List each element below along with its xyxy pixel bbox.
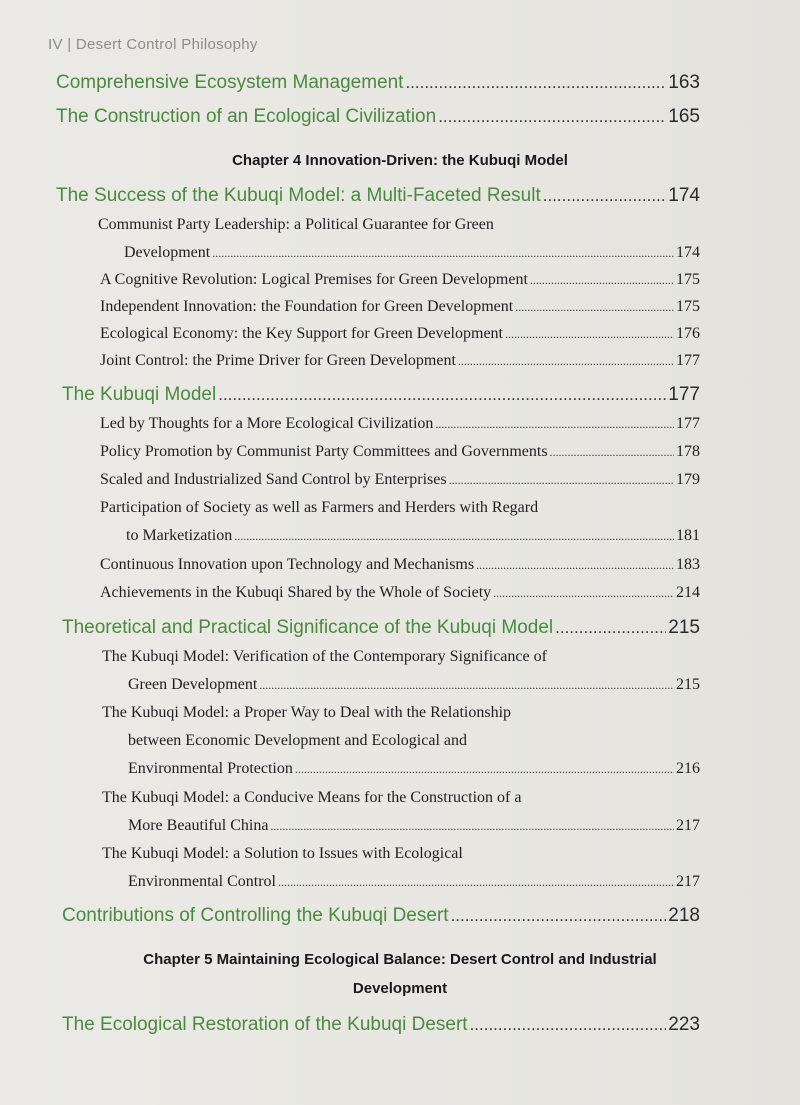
toc-entry [124,244,700,262]
toc-entry-title: A Cognitive Revolution: Logical Premises for Green Development [100,271,528,288]
toc-entry [100,298,700,316]
toc-entry-title: Achievements in the Kubuqi Shared by the Whole of Society [100,584,492,601]
toc-entry [100,443,700,461]
toc-page-number: 223 [668,1014,700,1035]
toc-page-number: 183 [676,556,700,573]
leader-dots [505,327,674,342]
toc-entry-title: to Marketization [126,527,233,544]
leader-dots [515,300,674,315]
toc-entry-title: Comprehensive Ecosystem Management [56,72,404,93]
toc-page-number: 215 [676,676,700,693]
toc-entry [56,185,700,207]
toc-entry-title: Communist Party Leadership: a Political Guarantee for Green [98,216,494,233]
toc-entry [100,556,700,574]
leader-dots [458,354,674,369]
toc-page-number: 165 [668,106,700,127]
toc-page-number: 178 [676,443,700,460]
toc-entry-title: The Kubuqi Model: a Conducive Means for the Construction of a [102,789,522,806]
toc-entry-title: The Ecological Restoration of the Kubuqi Desert [62,1014,468,1035]
leader-dots [470,1015,667,1035]
toc-entry [62,617,700,639]
toc-entry-title: Contributions of Controlling the Kubuqi Desert [62,905,449,926]
leader-dots [405,73,666,93]
leader-dots [278,875,674,890]
toc-page-number: 214 [676,584,700,601]
toc-page-number: 175 [676,271,700,288]
toc-entry-title: Theoretical and Practical Significance of the Kubuqi Model [62,617,554,638]
toc-page-number: 174 [668,185,700,206]
toc-entry [100,352,700,370]
leader-dots [493,586,674,601]
toc-entry-title: The Kubuqi Model: a Solution to Issues with Ecological [102,845,463,862]
leader-dots [212,246,674,261]
toc-entry [56,72,700,94]
toc-entry-title: Led by Thoughts for a More Ecological Civilization [100,415,434,432]
toc-entry [62,905,700,927]
leader-dots [449,473,674,488]
toc-page-number: 216 [676,760,700,777]
leader-dots [259,678,674,693]
toc-entry-title: Continuous Innovation upon Technology and Mechanisms [100,556,475,573]
toc-entry [128,873,700,891]
toc-entry-title: The Kubuqi Model: Verification of the Contemporary Significance of [102,648,547,665]
toc-entry-title: Policy Promotion by Communist Party Committees and Governments [100,443,548,460]
toc-entry-title: The Construction of an Ecological Civilization [56,106,437,127]
leader-dots [295,762,674,777]
toc-page-number: 177 [668,384,700,405]
chapter-heading: Chapter 5 Maintaining Ecological Balance: Desert Control and Industrial [143,951,657,968]
toc-entry [100,415,700,433]
leader-dots [435,417,674,432]
toc-entry-title: Independent Innovation: the Foundation for Green Development [100,298,514,315]
toc-page-number: 179 [676,471,700,488]
toc-entry-title: Ecological Economy: the Key Support for Green Development [100,325,503,342]
toc-entry [128,760,700,778]
toc-page-number: 174 [676,244,700,261]
chapter-heading: Chapter 4 Innovation-Driven: the Kubuqi Model [232,152,568,169]
toc-entry-title: Environmental Control [128,873,276,890]
toc-entry-title: The Kubuqi Model [62,384,217,405]
chapter-heading: Development [352,980,448,997]
toc-entry [56,106,700,128]
toc-entry [100,471,700,489]
toc-page-number: 163 [668,72,700,93]
toc-entry [100,584,700,602]
toc-entry-title: between Economic Development and Ecological and [128,732,467,749]
toc-entry-title: Scaled and Industrialized Sand Control by Enterprises [100,471,447,488]
leader-dots [543,186,667,206]
toc-page-number: 175 [676,298,700,315]
toc-entry-title: The Kubuqi Model: a Proper Way to Deal with the Relationship [102,704,512,721]
toc-entry [100,271,700,289]
toc-entry-title: Development [124,244,211,261]
leader-dots [218,385,666,405]
toc-entry-title: Participation of Society as well as Farmers and Herders with Regard [100,499,539,516]
toc-entry-title: The Success of the Kubuqi Model: a Multi-Faceted Result [56,185,541,206]
leader-dots [234,529,674,544]
toc-entry [126,527,700,545]
toc-entry [62,1014,700,1036]
toc-entry [128,817,700,835]
toc-page-number: 176 [676,325,700,342]
toc-entry [100,325,700,343]
toc-page-number: 217 [676,817,700,834]
toc-entry-title: More Beautiful China [128,817,269,834]
toc-entry [128,676,700,694]
running-head: IV | Desert Control Philosophy [48,36,258,53]
toc-entry [62,384,700,406]
leader-dots [476,558,674,573]
toc-entry-title: Joint Control: the Prime Driver for Green Development [100,352,456,369]
leader-dots [530,273,674,288]
toc-entry-title: Environmental Protection [128,760,293,777]
toc-page-number: 177 [676,415,700,432]
toc-page-number: 181 [676,527,700,544]
leader-dots [550,445,674,460]
toc-page-number: 217 [676,873,700,890]
toc-page-number: 215 [668,617,700,638]
leader-dots [451,906,667,926]
toc-entry-title: Green Development [128,676,258,693]
leader-dots [438,107,666,127]
leader-dots [270,819,674,834]
toc-page-number: 218 [668,905,700,926]
toc-page-number: 177 [676,352,700,369]
leader-dots [555,618,666,638]
